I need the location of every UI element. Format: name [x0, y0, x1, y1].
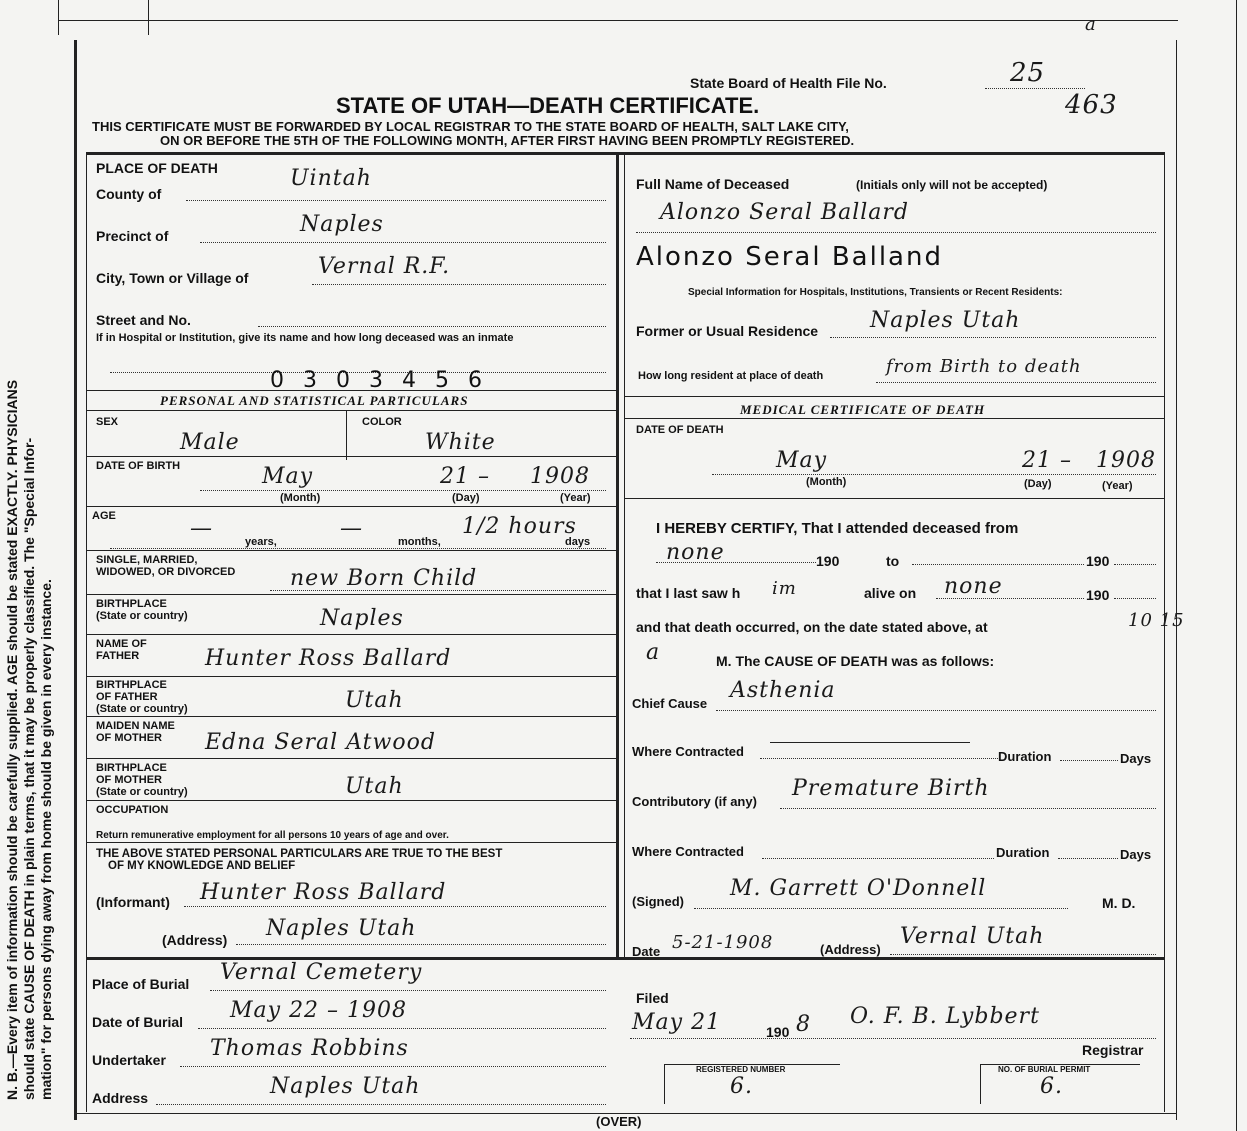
sidebar-line-2: should state CAUSE OF DEATH in plain terms, that it may be properly classified. The "Special Infor- — [21, 437, 37, 1100]
father-bp-label-2: OF FATHER — [96, 691, 158, 703]
burial-permit-value: 6. — [1040, 1074, 1063, 1099]
certificate-title: STATE OF UTAH—DEATH CERTIFICATE. — [336, 93, 760, 118]
informant-value: Hunter Ross Ballard — [200, 880, 447, 905]
death-date-label: DATE OF DEATH — [636, 424, 724, 436]
father-label-1: NAME OF — [96, 638, 147, 650]
burial-date-label: Date of Burial — [92, 1014, 184, 1030]
certify-text: I HEREBY CERTIFY, That I attended deceased from — [656, 520, 1019, 537]
death-year-label: (Year) — [1102, 480, 1133, 492]
birthplace-label-2: (State or country) — [96, 610, 188, 622]
death-month: May — [776, 448, 828, 473]
occupation-label: OCCUPATION — [96, 804, 169, 816]
father-bp-value: Utah — [345, 688, 404, 713]
cause-intro: M. The CAUSE OF DEATH was as follows: — [716, 653, 995, 669]
md-label: M. D. — [1102, 895, 1136, 911]
duration-label-1: Duration — [998, 749, 1052, 764]
contributory-value: Premature Birth — [792, 776, 990, 801]
burial-address-label: Address — [92, 1090, 149, 1106]
reg-number-value: 6. — [730, 1074, 753, 1099]
cert-number: 463 — [1065, 90, 1118, 120]
color-value: White — [425, 430, 496, 455]
filed-label: Filed — [636, 990, 669, 1006]
resident-label: How long resident at place of death — [638, 370, 824, 382]
birthplace-label-1: BIRTHPLACE — [96, 598, 167, 610]
resident-value: from Birth to death — [886, 356, 1082, 377]
marital-label-2: WIDOWED, OR DIVORCED — [96, 566, 236, 578]
dob-year: 1908 — [530, 464, 590, 489]
over-footer: (OVER) — [596, 1114, 642, 1129]
last-saw-label-2: alive on — [864, 585, 917, 601]
mother-bp-label-1: BIRTHPLACE — [96, 762, 167, 774]
deceased-name-label: Full Name of Deceased — [636, 176, 790, 192]
sidebar-line-1: N. B.—Every item of information should be carefully supplied. AGE should be stated EXACTLY. PHYSICIANS — [4, 379, 20, 1100]
contributory-label: Contributory (if any) — [632, 794, 757, 809]
mother-bp-label-2: OF MOTHER — [96, 774, 162, 786]
instructions-sidebar — [4, 20, 55, 1100]
stamp-number: 0 3 0 3 4 5 6 — [270, 368, 488, 393]
informant-address-label: (Address) — [162, 932, 228, 948]
last-saw-value: none — [944, 574, 1003, 599]
reg-number-label: REGISTERED NUMBER — [696, 1065, 786, 1074]
informant-label: (Informant) — [96, 894, 170, 910]
street-label: Street and No. — [96, 312, 191, 328]
city-value: Vernal R.F. — [318, 254, 451, 279]
last-saw-pronoun: im — [772, 578, 797, 599]
father-bp-label-1: BIRTHPLACE — [96, 679, 167, 691]
death-month-label: (Month) — [806, 476, 847, 488]
filed-year-prefix: 190 — [766, 1024, 790, 1040]
special-info: Special Information for Hospitals, Institutions, Transients or Recent Residents: — [688, 287, 1063, 298]
mother-label-2: OF MOTHER — [96, 732, 162, 744]
chief-cause-label: Chief Cause — [632, 696, 708, 711]
filed-date: May 21 — [632, 1010, 722, 1035]
burial-permit-label: NO. OF BURIAL PERMIT — [998, 1065, 1091, 1074]
age-days: 1/2 hours — [462, 514, 577, 539]
death-day-label: (Day) — [1024, 478, 1052, 490]
medical-header: MEDICAL CERTIFICATE OF DEATH — [740, 402, 986, 417]
father-value: Hunter Ross Ballard — [205, 646, 452, 671]
burial-address-value: Naples Utah — [270, 1074, 421, 1099]
file-no: 25 — [1010, 58, 1046, 88]
personal-header: PERSONAL AND STATISTICAL PARTICULARS — [160, 393, 469, 408]
color-label: COLOR — [362, 416, 402, 428]
age-months: — — [340, 516, 363, 541]
mother-value: Edna Seral Atwood — [205, 730, 436, 755]
deceased-name-note: (Initials only will not be accepted) — [856, 178, 1048, 192]
subtitle-line-2: ON OR BEFORE THE 5TH OF THE FOLLOWING MONTH, AFTER FIRST HAVING BEEN PROMPTLY REGISTERED. — [160, 133, 855, 148]
deceased-name-printed: Alonzo Seral Balland — [636, 242, 943, 272]
county-value: Uintah — [290, 166, 372, 191]
birthplace-value: Naples — [320, 606, 404, 631]
dob-label: DATE OF BIRTH — [96, 460, 181, 472]
hospital-note: If in Hospital or Institution, give its name and how long deceased was an inmate — [96, 332, 514, 344]
registrar-label: Registrar — [1082, 1042, 1144, 1058]
last-saw-year: 190 — [1086, 587, 1110, 603]
last-saw-label-1: that I last saw h — [636, 585, 741, 601]
dob-year-label: (Year) — [560, 492, 591, 504]
top-corner-mark: a — [1085, 14, 1097, 35]
burial-date-value: May 22 – 1908 — [230, 998, 408, 1023]
residence-value: Naples Utah — [870, 308, 1021, 333]
file-no-label: State Board of Health File No. — [690, 75, 887, 91]
marital-label-1: SINGLE, MARRIED, — [96, 554, 198, 566]
where-contracted-label-2: Where Contracted — [632, 844, 744, 859]
days-label-1: Days — [1120, 751, 1152, 766]
months-label: months, — [398, 536, 441, 548]
days-label: days — [565, 536, 591, 548]
to-year: 190 — [1086, 553, 1110, 569]
registrar-signature: O. F. B. Lybbert — [850, 1004, 1040, 1029]
date-sig-value: 5-21-1908 — [672, 932, 774, 953]
medical-address-value: Vernal Utah — [900, 924, 1045, 949]
chief-cause-value: Asthenia — [730, 678, 836, 703]
from-year: 190 — [816, 553, 840, 569]
father-bp-label-3: (State or country) — [96, 703, 188, 715]
filed-year-suffix: 8 — [796, 1012, 811, 1037]
subtitle-line-1: THIS CERTIFICATE MUST BE FORWARDED BY LOCAL REGISTRAR TO THE STATE BOARD OF HEALTH, SALT LAKE CITY, — [92, 119, 849, 134]
true-statement-1: THE ABOVE STATED PERSONAL PARTICULARS ARE TRUE TO THE BEST — [96, 848, 503, 860]
to-label: to — [886, 553, 900, 569]
signed-label: (Signed) — [632, 894, 684, 909]
residence-label: Former or Usual Residence — [636, 323, 819, 339]
county-label: County of — [96, 186, 162, 202]
dob-month: May — [262, 464, 314, 489]
precinct-label: Precinct of — [96, 228, 169, 244]
death-time: 10 15 — [1128, 610, 1185, 631]
duration-label-2: Duration — [996, 845, 1050, 860]
father-label-2: FATHER — [96, 650, 140, 662]
attended-from: none — [666, 540, 725, 565]
mother-bp-label-3: (State or country) — [96, 786, 188, 798]
meridian: a — [646, 640, 661, 665]
true-statement-2: OF MY KNOWLEDGE AND BELIEF — [108, 860, 296, 872]
years-label: years, — [245, 536, 277, 548]
sex-label: SEX — [96, 416, 119, 428]
city-label: City, Town or Village of — [96, 270, 249, 286]
dob-day-label: (Day) — [452, 492, 480, 504]
deceased-name-handwritten: Alonzo Seral Ballard — [660, 200, 909, 225]
death-year: 1908 — [1096, 448, 1156, 473]
death-day: 21 – — [1022, 448, 1072, 473]
informant-address: Naples Utah — [266, 916, 417, 941]
physician-signature: M. Garrett O'Donnell — [730, 876, 987, 901]
dob-month-label: (Month) — [280, 492, 321, 504]
death-occurred-label: and that death occurred, on the date stated above, at — [636, 619, 988, 635]
burial-place-label: Place of Burial — [92, 976, 190, 992]
dob-day: 21 – — [440, 464, 490, 489]
days-label-2: Days — [1120, 847, 1152, 862]
where-contracted-label-1: Where Contracted — [632, 744, 744, 759]
precinct-value: Naples — [300, 212, 384, 237]
place-of-death-label: PLACE OF DEATH — [96, 160, 218, 176]
date-sig-label: Date — [632, 944, 661, 959]
sidebar-line-3: mation" for persons dying away from home should be given in every instance. — [38, 579, 54, 1100]
burial-place-value: Vernal Cemetery — [220, 960, 423, 985]
mother-bp-value: Utah — [345, 774, 404, 799]
sex-value: Male — [180, 430, 240, 455]
marital-value: new Born Child — [290, 566, 478, 591]
undertaker-label: Undertaker — [92, 1052, 166, 1068]
mother-label-1: MAIDEN NAME — [96, 720, 175, 732]
age-years: — — [190, 516, 213, 541]
age-label: AGE — [92, 510, 116, 522]
undertaker-value: Thomas Robbins — [210, 1036, 409, 1061]
occupation-note: Return remunerative employment for all persons 10 years of age and over. — [96, 830, 449, 841]
medical-address-label: (Address) — [820, 942, 881, 957]
